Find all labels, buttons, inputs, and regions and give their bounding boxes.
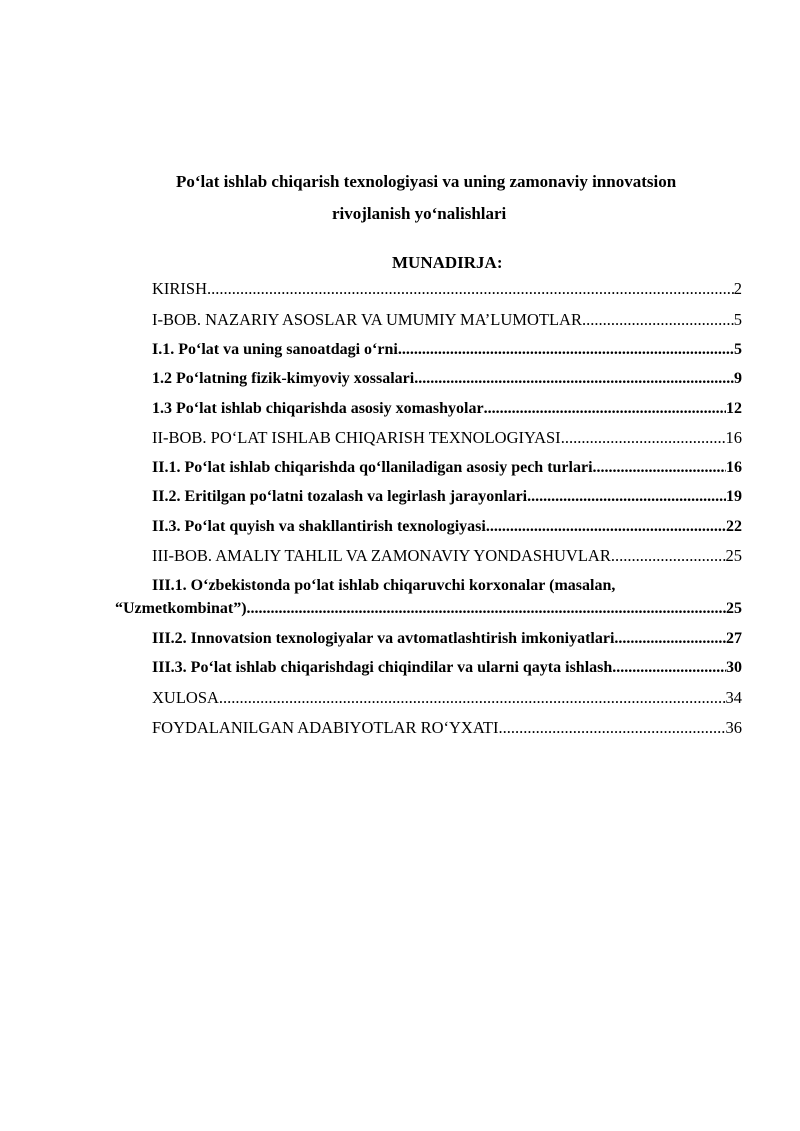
toc-leader-dots <box>527 487 726 507</box>
toc-entry-label: I.1. Po‘lat va uning sanoatdagi o‘rni <box>152 341 398 358</box>
toc-entry-label: KIRISH <box>152 279 208 298</box>
toc-entry-page: 25 <box>725 546 742 565</box>
toc-entry-label: XULOSA <box>152 688 219 707</box>
toc-leader-dots <box>593 458 726 478</box>
toc-entry[interactable] <box>152 458 742 478</box>
toc-leader-dots <box>582 310 734 330</box>
toc-entry-page: 9 <box>734 370 742 387</box>
toc-entry-label: II-BOB. PO‘LAT ISHLAB CHIQARISH TEXNOLOGIYASI <box>152 428 561 447</box>
toc-entry-label: 1.2 Po‘latning fizik-kimyoviy xossalari <box>152 370 415 387</box>
toc-entry-page: 5 <box>734 341 742 358</box>
toc-entry-label: III.3. Po‘lat ishlab chiqarishdagi chiqindilar va ularni qayta ishlash <box>152 659 613 676</box>
toc-entry-page: 30 <box>726 659 742 676</box>
toc-entry[interactable] <box>152 517 742 537</box>
toc-entry[interactable] <box>152 629 742 649</box>
toc-entry-page: 27 <box>726 630 742 647</box>
toc-entry-label: II.3. Po‘lat quyish va shakllantirish texnologiyasi <box>152 518 486 535</box>
toc-entry-label: I-BOB. NAZARIY ASOSLAR VA UMUMIY MA’LUMOTLAR <box>152 310 582 329</box>
toc-entry[interactable] <box>152 310 742 330</box>
toc-entry[interactable] <box>152 369 742 389</box>
toc-entry-page: 2 <box>733 279 742 298</box>
toc-leader-dots <box>207 279 734 299</box>
toc-entry[interactable] <box>115 599 742 619</box>
toc-entry-label: “Uzmetkombinat”) <box>115 600 247 617</box>
toc-leader-dots <box>614 629 726 649</box>
toc-leader-dots <box>486 517 726 537</box>
toc-leader-dots <box>612 658 726 678</box>
toc-leader-dots <box>247 599 726 619</box>
toc-leader-dots <box>498 718 725 738</box>
toc-entry-page: 22 <box>726 518 742 535</box>
toc-entry[interactable] <box>152 718 742 738</box>
toc-entry-label-line1[interactable]: III.1. O‘zbekistonda po‘lat ishlab chiqaruvchi korxonalar (masalan, <box>152 577 616 594</box>
toc-entry-label: II.1. Po‘lat ishlab chiqarishda qo‘llaniladigan asosiy pech turlari <box>152 459 593 476</box>
document-title-line1: Po‘lat ishlab chiqarish texnologiyasi va uning zamonaviy innovatsion <box>176 172 677 191</box>
toc-leader-dots <box>611 546 726 566</box>
toc-entry[interactable] <box>152 399 742 419</box>
toc-leader-dots <box>484 399 726 419</box>
toc-leader-dots <box>219 688 726 708</box>
toc-entry-label: II.2. Eritilgan po‘latni tozalash va legirlash jarayonlari <box>152 488 528 505</box>
toc-entry-label: 1.3 Po‘lat ishlab chiqarishda asosiy xomashyolar <box>152 400 484 417</box>
toc-heading: MUNADIRJA: <box>392 253 503 272</box>
toc-leader-dots <box>414 369 734 389</box>
toc-entry-label: III.2. Innovatsion texnologiyalar va avtomatlashtirish imkoniyatlari <box>152 630 615 647</box>
toc-entry-label: III-BOB. AMALIY TAHLIL VA ZAMONAVIY YONDASHUVLAR <box>152 546 611 565</box>
toc-entry-page: 16 <box>725 428 742 447</box>
toc-entry[interactable] <box>152 428 742 448</box>
toc-entry-label: FOYDALANILGAN ADABIYOTLAR RO‘YXATI <box>152 718 499 737</box>
toc-entry-page: 25 <box>726 600 742 617</box>
toc-entry[interactable] <box>152 658 742 678</box>
toc-entry[interactable] <box>152 340 742 360</box>
toc-entry[interactable] <box>152 487 742 507</box>
toc-entry-page: 5 <box>733 310 742 329</box>
toc-entry[interactable] <box>152 546 742 566</box>
toc-leader-dots <box>561 428 726 448</box>
toc-entry[interactable] <box>152 688 742 708</box>
toc-entry-page: 36 <box>725 718 742 737</box>
toc-entry-page: 16 <box>726 459 742 476</box>
document-title-line2: rivojlanish yo‘nalishlari <box>332 204 507 223</box>
toc-leader-dots <box>398 340 734 360</box>
toc-entry-page: 12 <box>726 400 742 417</box>
toc-entry-page: 34 <box>725 688 742 707</box>
toc-entry[interactable] <box>152 279 742 299</box>
toc-entry-page: 19 <box>726 488 742 505</box>
